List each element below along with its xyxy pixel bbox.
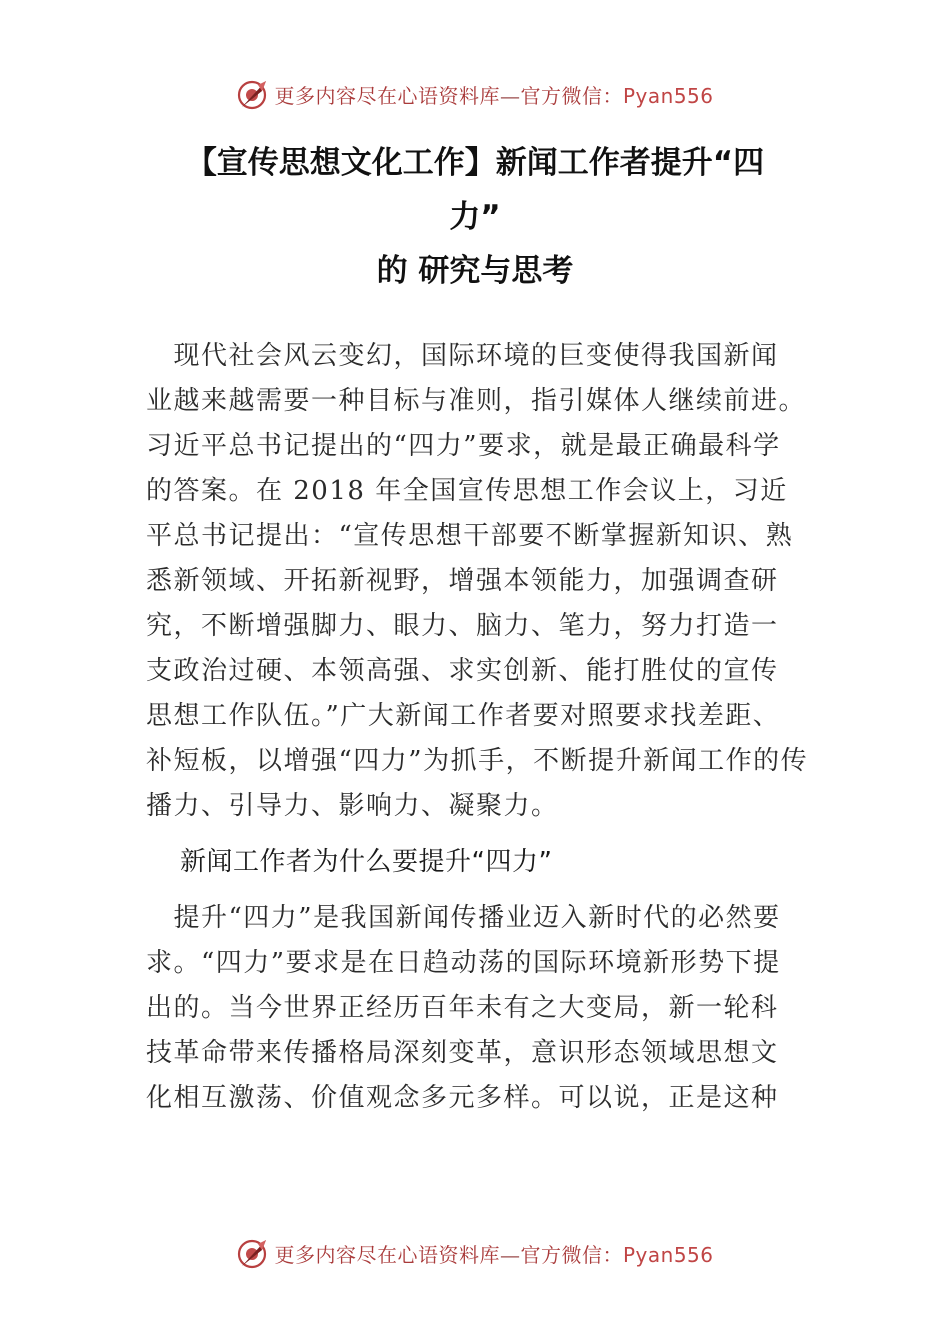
paragraph-line: 习近平总书记提出的“四力”要求，就是最正确最科学 xyxy=(146,431,781,461)
paragraph-section-1 xyxy=(146,896,818,1121)
paragraph-line: 提升“四力”是我国新闻传播业迈入新时代的必然要 xyxy=(146,903,781,933)
section-heading: 新闻工作者为什么要提升“四力” xyxy=(180,847,553,877)
paragraph-line: 业越来越需要一种目标与准则，指引媒体人继续前进。 xyxy=(146,386,807,416)
paragraph-line: 出的。当今世界正经历百年未有之大变局，新一轮科 xyxy=(146,993,779,1023)
title-line-2: 力” xyxy=(449,199,501,235)
quill-logo-icon xyxy=(236,77,270,111)
watermark-text: 更多内容尽在心语资料库—官方微信：Pyan556 xyxy=(274,83,714,108)
paragraph-line: 悉新领域、开拓新视野，增强本领能力，加强调查研 xyxy=(146,566,779,596)
paragraph-line: 化相互激荡、价值观念多元多样。可以说，正是这种 xyxy=(146,1083,779,1113)
paragraph-line: 究，不断增强脚力、眼力、脑力、笔力，努力打造一 xyxy=(146,611,779,641)
document-title xyxy=(150,136,800,298)
quill-logo-icon xyxy=(236,1236,270,1270)
paragraph-line: 思想工作队伍。”广大新闻工作者要对照要求找差距、 xyxy=(146,701,781,731)
paragraph-line: 技革命带来传播格局深刻变革，意识形态领域思想文 xyxy=(146,1038,779,1068)
title-line-1: 【宣传思想文化工作】新闻工作者提升“四 xyxy=(185,145,765,181)
paragraph-line: 平总书记提出：“宣传思想干部要不断掌握新知识、熟 xyxy=(146,521,794,551)
header-watermark xyxy=(0,74,950,114)
paragraph-line: 求。“四力”要求是在日趋动荡的国际环境新形势下提 xyxy=(146,948,781,978)
paragraph-line: 播力、引导力、影响力、凝聚力。 xyxy=(146,791,559,821)
paragraph-line: 现代社会风云变幻，国际环境的巨变使得我国新闻 xyxy=(146,341,779,371)
paragraph-line: 的答案。在 2018 年全国宣传思想工作会议上，习近 xyxy=(146,476,788,506)
paragraph-line: 补短板，以增强“四力”为抓手，不断提升新闻工作的传 xyxy=(146,746,809,776)
paragraph-line: 支政治过硬、本领高强、求实创新、能打胜仗的宣传 xyxy=(146,656,779,686)
title-line-3: 的 研究与思考 xyxy=(376,253,574,289)
watermark-text: 更多内容尽在心语资料库—官方微信：Pyan556 xyxy=(274,1242,714,1267)
footer-watermark xyxy=(0,1233,950,1273)
paragraph-intro xyxy=(146,334,818,829)
